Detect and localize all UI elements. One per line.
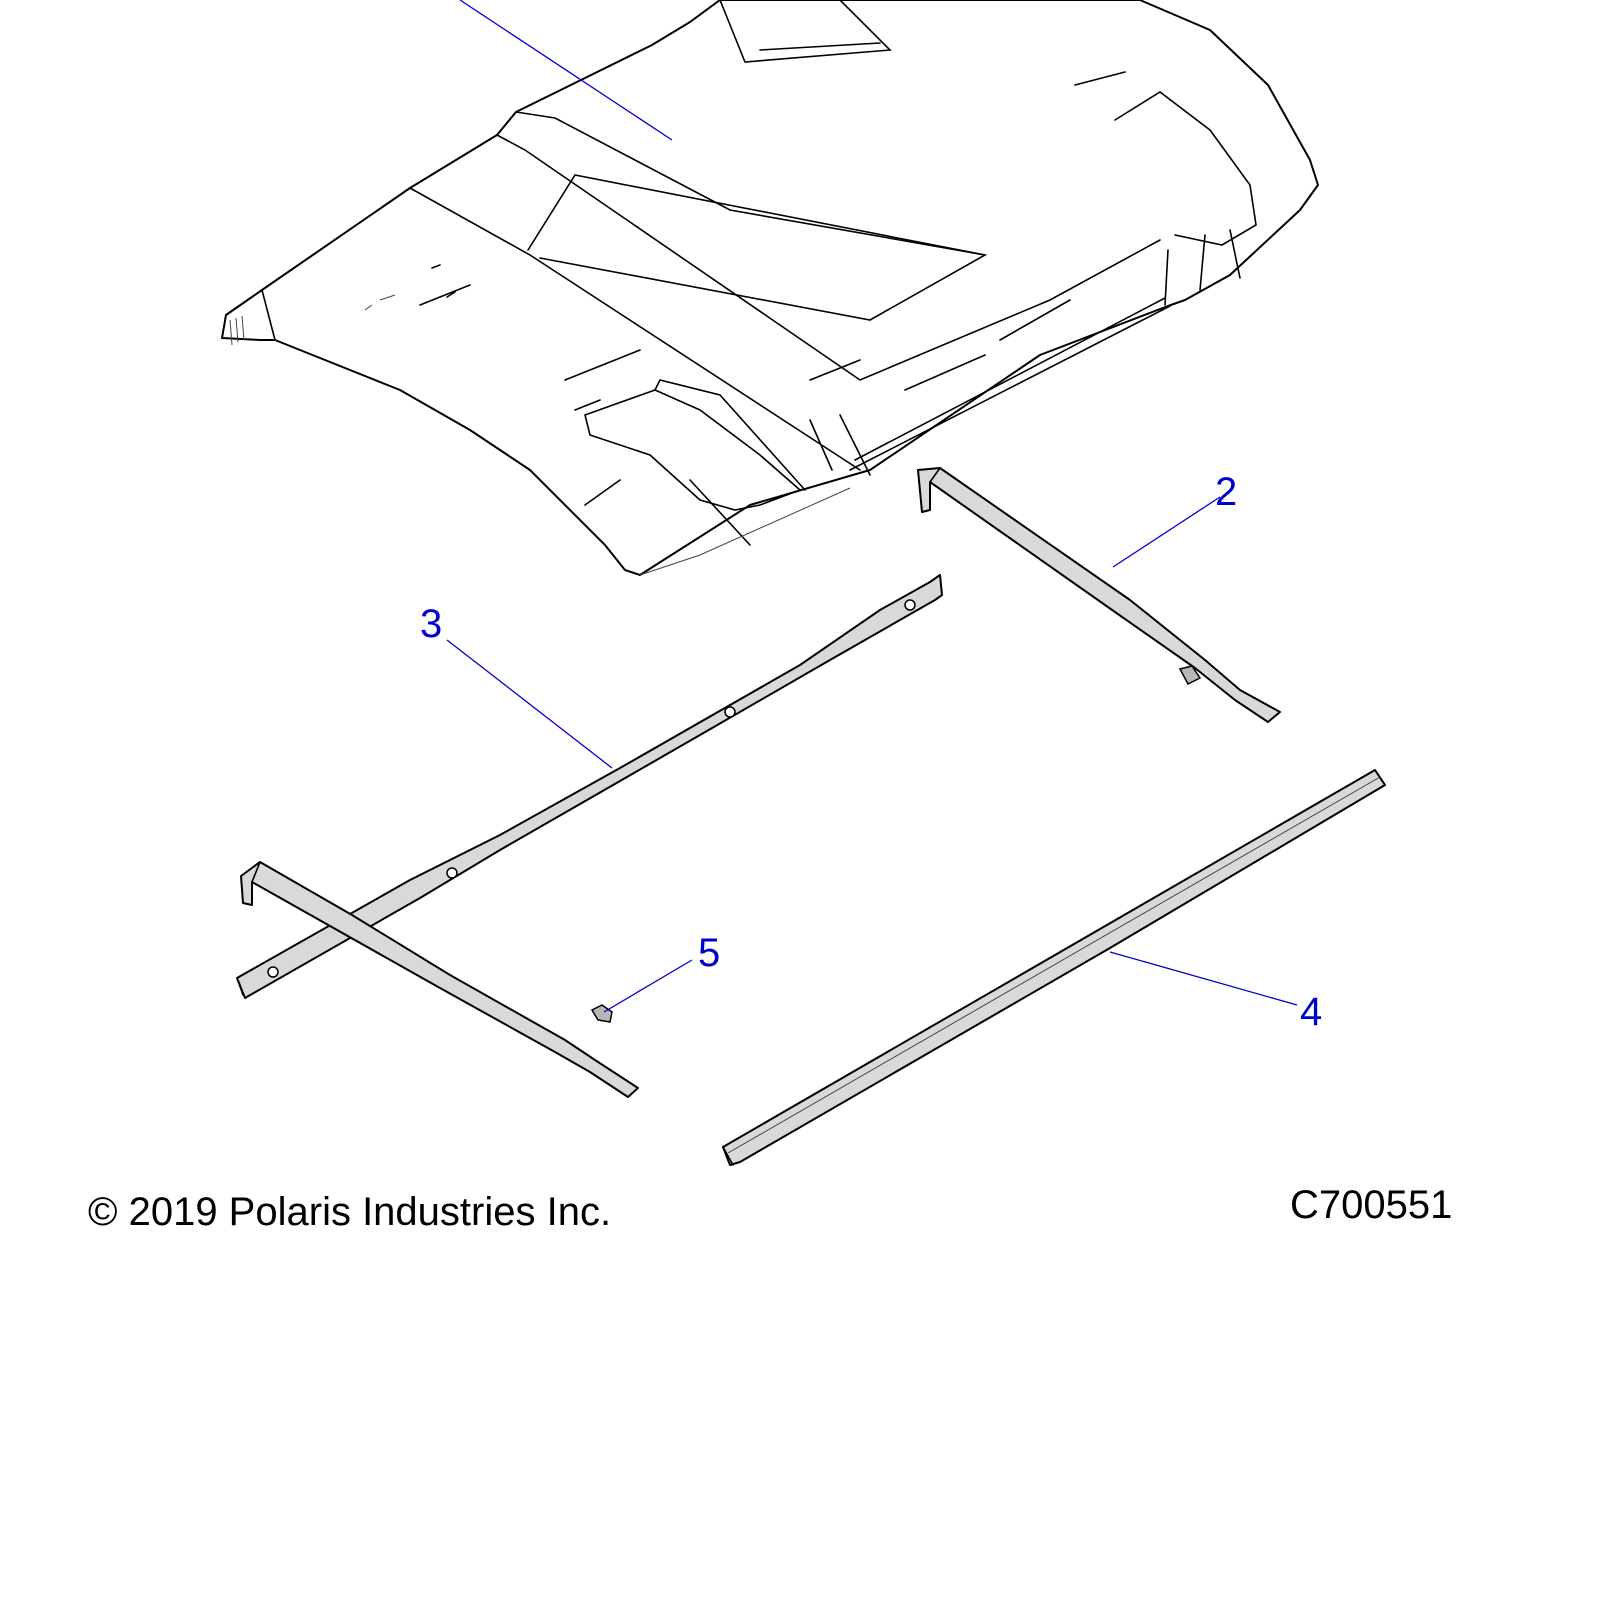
leader-line-2 — [1113, 497, 1220, 567]
rail-hole — [905, 600, 915, 610]
drawing-number: C700551 — [1290, 1183, 1453, 1227]
front-rail[interactable] — [723, 770, 1385, 1165]
roof-panel[interactable] — [222, 0, 1318, 575]
leader-line-5 — [604, 960, 692, 1012]
copyright-notice: © 2019 Polaris Industries Inc. — [88, 1190, 612, 1234]
callout-4: 4 — [1300, 990, 1323, 1034]
rail-hole — [725, 707, 735, 717]
rail-hole — [268, 967, 278, 977]
leader-line-3 — [447, 640, 612, 768]
left-side-rail[interactable] — [241, 862, 638, 1097]
leader-line-4 — [1110, 952, 1297, 1005]
callout-2: 2 — [1215, 470, 1238, 514]
center-cross-rail[interactable] — [237, 575, 942, 998]
callout-3: 3 — [420, 602, 443, 646]
rail-hole — [447, 868, 457, 878]
clip[interactable] — [592, 1005, 612, 1022]
callout-5: 5 — [698, 931, 721, 975]
